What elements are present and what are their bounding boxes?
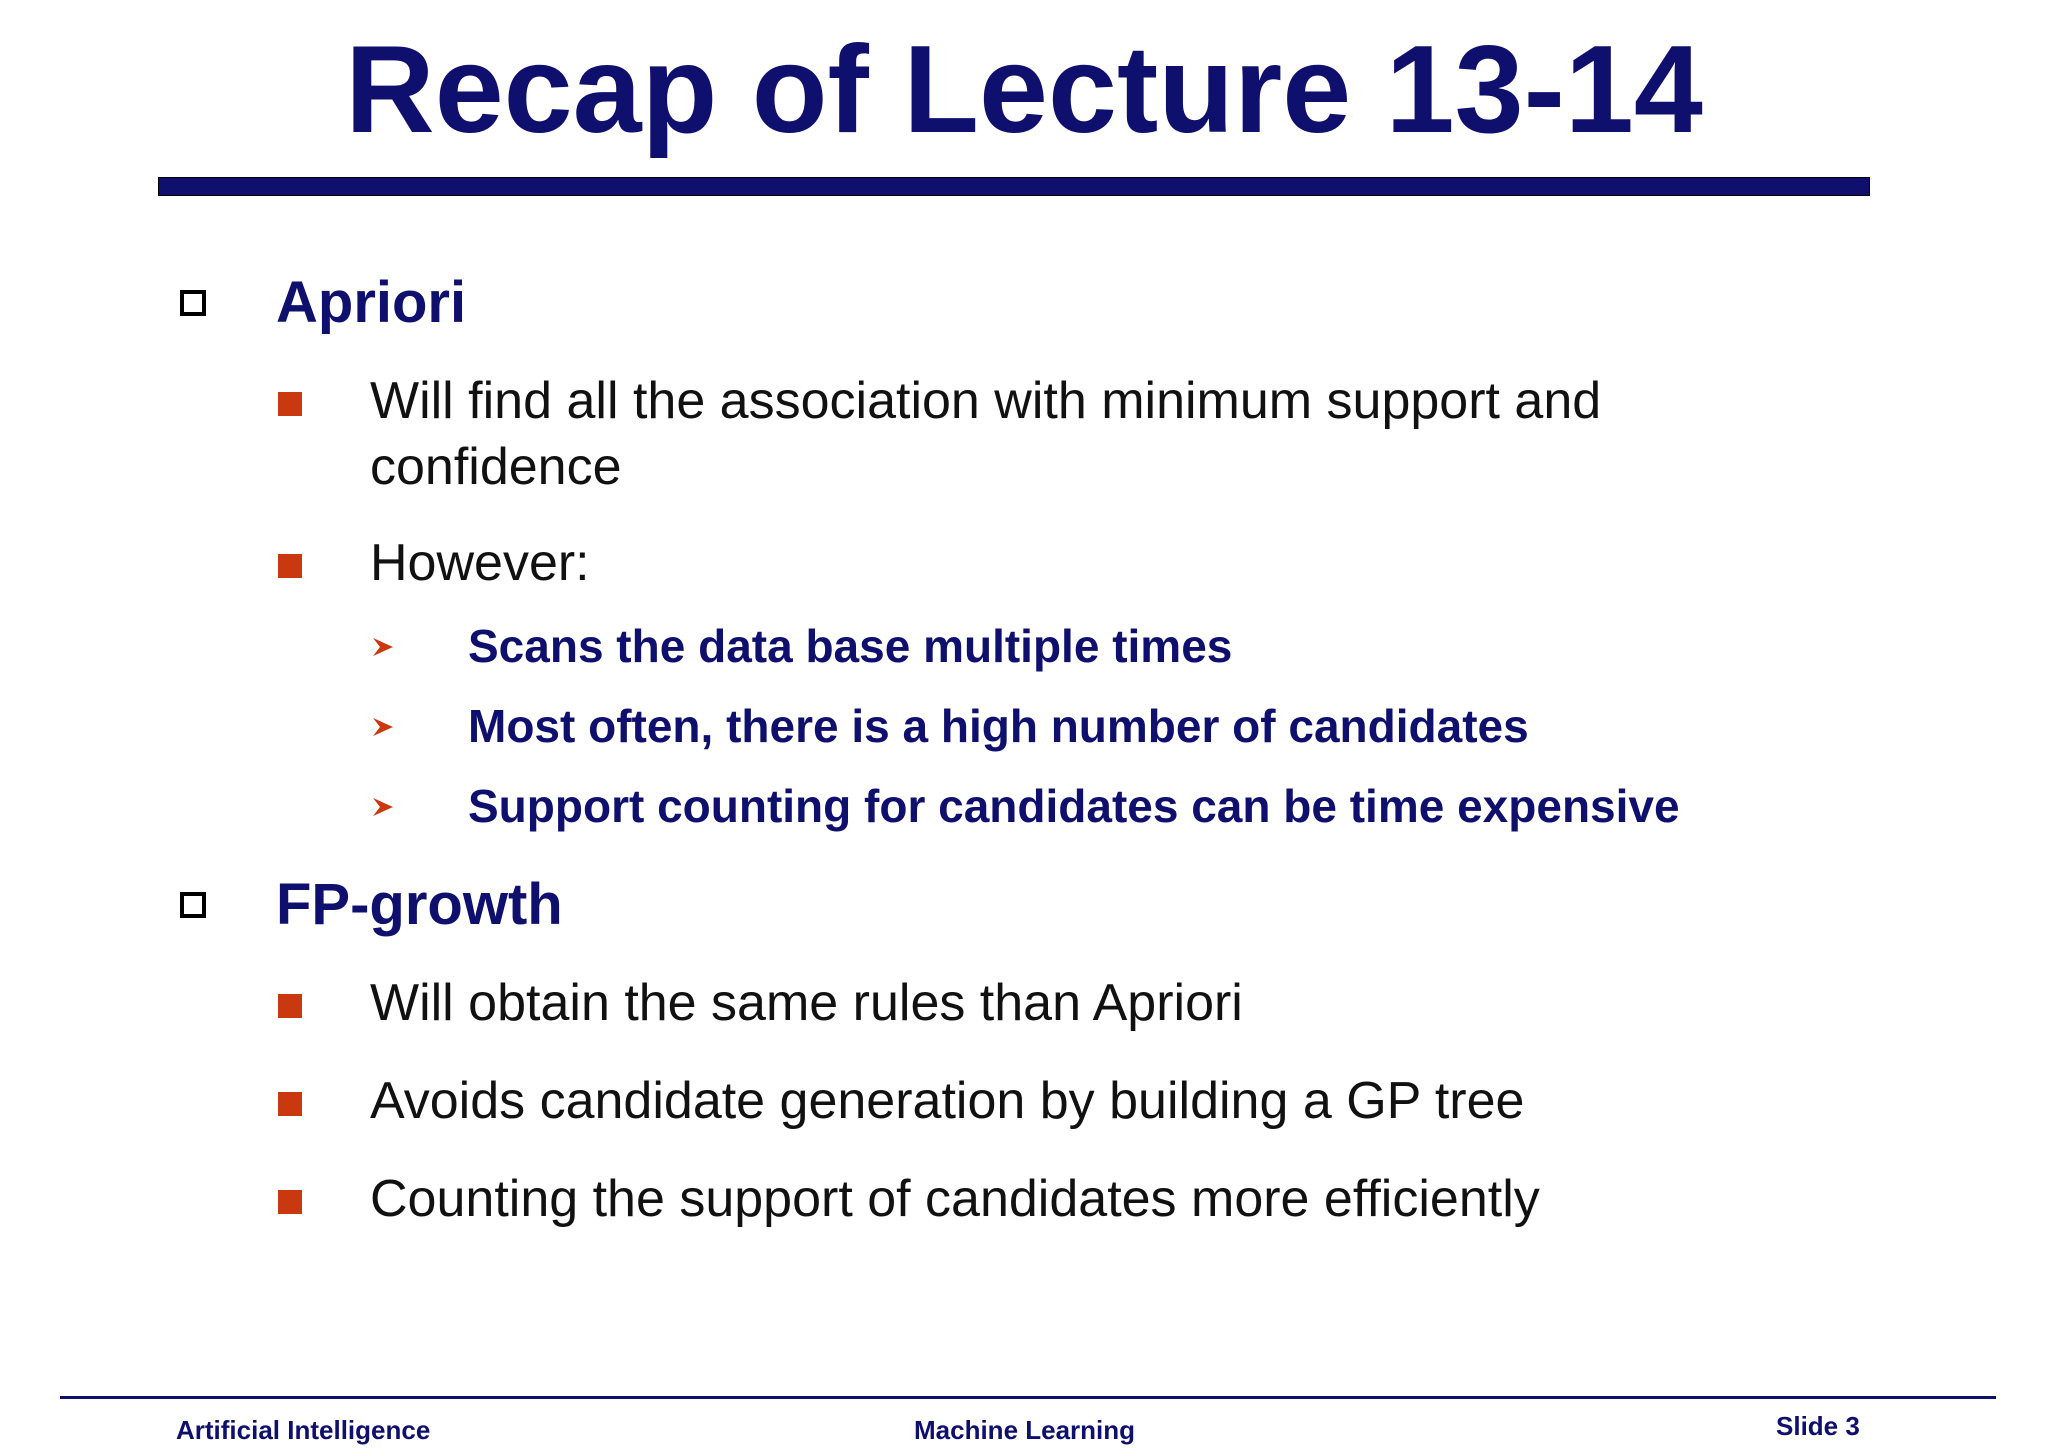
hollow-square-bullet-icon (180, 290, 206, 316)
footer-center-label: Machine Learning (914, 1415, 1136, 1445)
arrowhead-bullet-icon (370, 714, 396, 740)
footer-divider (60, 1396, 1996, 1399)
filled-square-bullet-icon (278, 1092, 302, 1116)
filled-square-bullet-icon (278, 392, 302, 416)
arrowhead-bullet-icon (370, 794, 396, 820)
filled-square-bullet-icon (278, 994, 302, 1018)
title-divider (158, 177, 1870, 196)
sub-bullet-text: Most often, there is a high number of candidates (468, 700, 1529, 752)
slide-title: Recap of Lecture 13-14 (345, 21, 1703, 159)
bullet-text: However: (370, 534, 590, 592)
footer-left-label: Artificial Intelligence (176, 1415, 431, 1445)
filled-square-bullet-icon (278, 554, 302, 578)
filled-square-bullet-icon (278, 1190, 302, 1214)
hollow-square-bullet-icon (180, 892, 206, 918)
bullet-text: Counting the support of candidates more efficiently (370, 1170, 1540, 1228)
slide-number: Slide 3 (1776, 1411, 1860, 1441)
section-heading: Apriori (276, 270, 467, 335)
arrowhead-bullet-icon (370, 634, 396, 660)
bullet-text: Avoids candidate generation by building a GP tree (370, 1072, 1525, 1130)
bullet-text: Will obtain the same rules than Apriori (370, 974, 1243, 1032)
section-heading: FP-growth (276, 872, 563, 937)
bullet-text: Will find all the association with minimum support and confidence (370, 372, 1602, 496)
sub-bullet-text: Support counting for candidates can be time expensive (468, 780, 1680, 832)
sub-bullet-text: Scans the data base multiple times (468, 620, 1233, 672)
